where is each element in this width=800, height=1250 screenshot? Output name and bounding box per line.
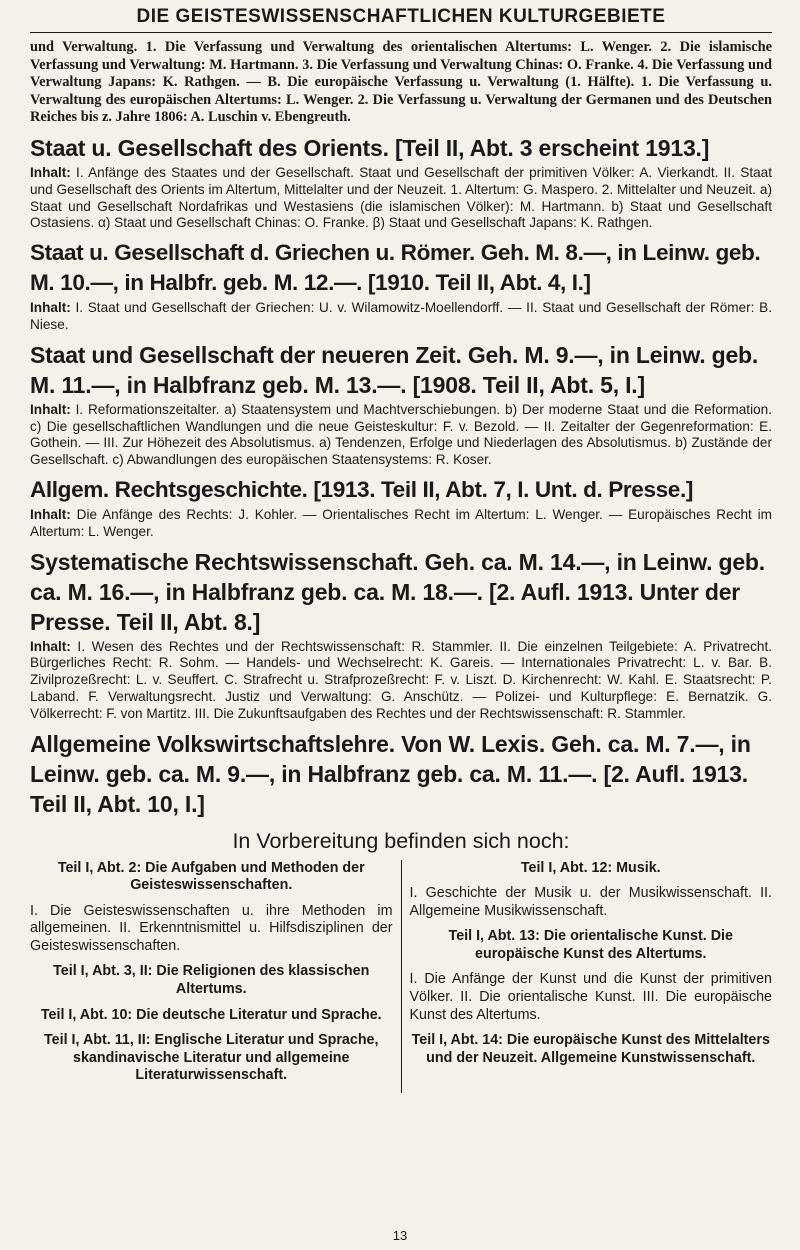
entry-neuere-zeit (30, 340, 772, 469)
inhalt-label: Inhalt: (30, 164, 71, 180)
left-column (30, 860, 402, 1094)
entry-griechen-roemer (30, 238, 772, 334)
list-item: I. Geschichte der Musik u. der Musikwissenschaft. II. Allgemeine Musikwissenschaft. (409, 885, 772, 919)
entry-text: I. Wesen des Rechtes und der Rechtswissenschaft: R. Stammler. II. Die einzelnen Teilgebiete: A. Privatrecht. Bürgerliches Recht: R. Sohm. — Handels- und Wechselrecht: K. Gareis. — Internationales Privatrecht: L. v. Bar. B. Zivilprozeßrecht: L. v. Seuffert. C. Strafrecht u. Strafprozeßrecht: F. v. Liszt. D. Kirchenrecht: W. Kahl. E. Staatsrecht: P. Laband. F. Verwaltungsrecht. Justiz und Verwaltung: G. Anschütz. — Polizei- und Kulturpflege: E. Bernatzik. G. Völkerrecht: F. von Martitz. III. Die Zukunftsaufgaben des Rechtes und der Rechtswissenschaft: R. Stammler. (30, 638, 772, 721)
inhalt-label: Inhalt: (30, 506, 71, 522)
preparation-notice: In Vorbereitung befinden sich noch: (232, 828, 570, 853)
inhalt-label: Inhalt: (30, 401, 71, 417)
entry-text: I. Anfänge des Staates und der Gesellschaft. Staat und Gesellschaft der primitiven Völker: A. Vierkandt. II. Staat und Gesellschaft des Orients im Altertum, Mittelalter und der Neuzeit. 1. Altertum: G. Maspero. 2. Mittelalter und Neuzeit. a) Staat und Gesellschaft Nordafrikas und Westasiens (die islamischen Völker): M. Hartmann. b) Staat und Gesellschaft Ostasiens. α) Staat und Gesellschaft Chinas: O. Franke. β) Staat und Gesellschaft Japans: K. Rathgen. (30, 164, 772, 231)
list-item: Teil I, Abt. 3, II: Die Religionen des klassischen Altertums. (53, 963, 370, 998)
entry-content (30, 300, 772, 334)
entry-content (30, 165, 772, 232)
preparation-columns (30, 860, 772, 1094)
list-item: Teil I, Abt. 14: Die europäische Kunst des Mittelalters und der Neuzeit. Allgemeine Kunstwissenschaft. (411, 1032, 770, 1066)
entry-orient (30, 133, 772, 232)
inhalt-label: Inhalt: (30, 300, 71, 316)
list-item: Teil I, Abt. 12: Musik. (520, 859, 661, 876)
list-item: I. Die Anfänge der Kunst und die Kunst der primitiven Völker. II. Die orientalische Kunst. III. Die europäische Kunst des Altertums. (409, 971, 772, 1023)
entry-title: Staat und Gesellschaft der neueren Zeit. Geh. M. 9.—, in Leinw. geb. M. 11.—, in Halbfranz geb. M. 13.—. [1908. Teil II, Abt. 5, I.] (30, 341, 759, 398)
entry-rechtswissenschaft (30, 547, 772, 723)
running-header: DIE GEISTESWISSENSCHAFTLICHEN KULTURGEBIETE (30, 0, 772, 33)
entry-text: Die Anfänge des Rechts: J. Kohler. — Orientalisches Recht im Altertum: L. Wenger. — Europäisches Recht im Altertum: L. Wenger. (30, 506, 772, 539)
entry-title: Systematische Rechtswissenschaft. Geh. ca. M. 14.—, in Leinw. geb. ca. M. 16.—, in Halbfranz geb. ca. M. 18.—. [2. Aufl. 1913. Unter der Presse. Teil II, Abt. 8.] (30, 548, 765, 635)
list-item: Teil I, Abt. 13: Die orientalische Kunst. Die europäische Kunst des Altertums. (448, 928, 733, 962)
page-number: 13 (392, 1228, 408, 1243)
inhalt-label: Inhalt: (30, 638, 71, 654)
entry-title: Allgemeine Volkswirtschaftslehre. Von W. Lexis. Geh. ca. M. 7.—, in Leinw. geb. ca. M. 9.—, in Halbfranz geb. ca. M. 11.—. [2. Aufl. 1913. Teil II, Abt. 10, I.] (30, 730, 751, 817)
list-item: Teil I, Abt. 10: Die deutsche Literatur und Sprache. (40, 1006, 382, 1023)
entry-content (30, 639, 772, 723)
entry-rechtsgeschichte (30, 475, 772, 541)
entry-title: Staat u. Gesellschaft d. Griechen u. Römer. Geh. M. 8.—, in Leinw. geb. M. 10.—, in Halbfr. geb. M. 12.—. [1910. Teil II, Abt. 4, I.] (30, 240, 761, 296)
lead-paragraph: und Verwaltung. 1. Die Verfassung und Verwaltung des orientalischen Altertums: L. Wenger. 2. Die islamische Verfassung und Verwaltung: M. Hartmann. 3. Die Verfassung und Verwaltung Chinas: O. Franke. 4. Die Verfassung und Verwaltung Japans: K. Rathgen. — B. Die europäische Verfassung u. Verwaltung (1. Hälfte). 1. Die Verfassung u. Verwaltung des europäischen Altertums: L. Wenger. 2. Die Verfassung u. Verwaltung der Germanen und des Deutschen Reiches bis z. Jahre 1806: A. Luschin v. Ebengreuth. (30, 39, 772, 126)
list-item: Teil I, Abt. 11, II: Englische Literatur und Sprache, skandinavische Literatur und allgemeine Literaturwissenschaft. (44, 1032, 379, 1084)
entry-text: I. Staat und Gesellschaft der Griechen: U. v. Wilamowitz-Moellendorff. — II. Staat und Gesellschaft der Römer: B. Niese. (30, 300, 772, 332)
list-item: I. Die Geisteswissenschaften u. ihre Methoden im allgemeinen. II. Erkenntnismittel u. Hilfsdisziplinen der Geisteswissenschaften. (30, 902, 393, 954)
entry-title: Staat u. Gesellschaft des Orients. [Teil II, Abt. 3 erscheint 1913.] (30, 134, 710, 161)
entry-text: I. Reformationszeitalter. a) Staatensystem und Machtverschiebungen. b) Der moderne Staat und die Reformation. c) Die gesellschaftlichen Wandlungen und die neue Geisteskultur: F. v. Bezold. — II. Zeitalter der Gegenreformation: E. Gothein. — III. Zur Höhezeit des Absolutismus. a) Tendenzen, Erfolge und Niederlagen des Absolutismus. b) Zustände der Gesellschaft. c) Abwandlungen des europäischen Staatensystems: R. Koser. (30, 401, 772, 468)
entry-title: Allgem. Rechtsgeschichte. [1913. Teil II, Abt. 7, I. Unt. d. Presse.] (30, 476, 693, 502)
entry-content (30, 507, 772, 541)
list-item: Teil I, Abt. 2: Die Aufgaben und Methoden der Geisteswissenschaften. (57, 859, 365, 894)
entry-content (30, 402, 772, 469)
entry-volkswirtschaftslehre (30, 729, 772, 819)
right-column (402, 860, 773, 1094)
